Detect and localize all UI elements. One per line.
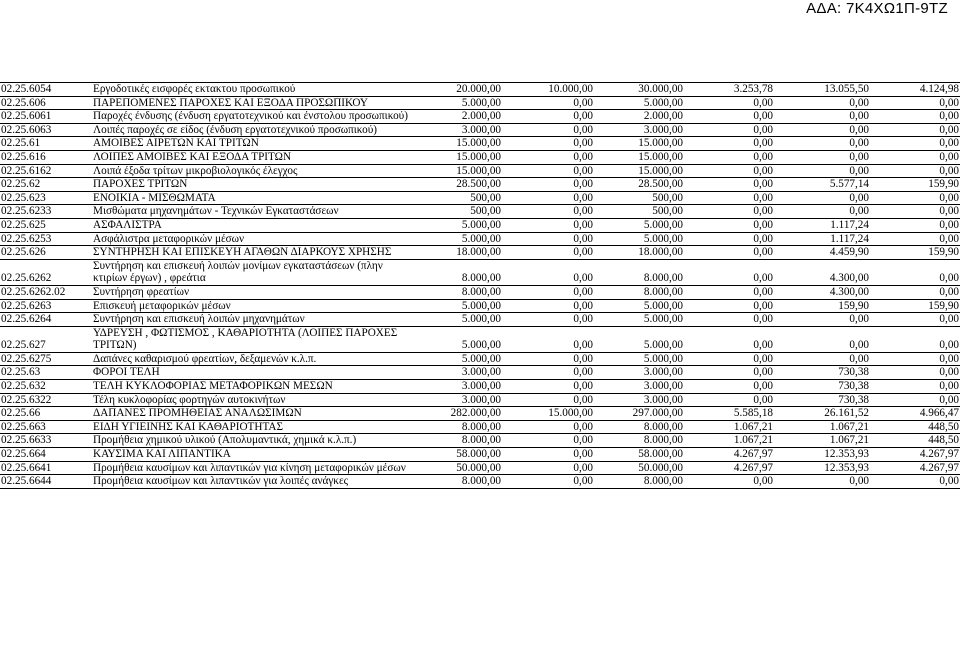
value-col-1: 8.000,00	[410, 434, 502, 448]
value-col-2: 10.000,00	[502, 83, 594, 97]
value-col-6: 0,00	[870, 191, 960, 205]
value-col-5: 0,00	[774, 475, 870, 489]
value-col-2: 0,00	[502, 110, 594, 124]
account-description: ΛΟΙΠΕΣ ΑΜΟΙΒΕΣ ΚΑΙ ΕΞΟΔΑ ΤΡΙΤΩΝ	[92, 150, 410, 164]
value-col-2: 0,00	[502, 164, 594, 178]
account-description: ΣΥΝΤΗΡΗΣΗ ΚΑΙ ΕΠΙΣΚΕΥΗ ΑΓΑΘΩΝ ΔΙΑΡΚΟΥΣ ΧΡΗΣΗΣ	[92, 246, 410, 260]
account-description: ΑΣΦΑΛΙΣΤΡΑ	[92, 218, 410, 232]
value-col-4: 0,00	[684, 150, 774, 164]
table-row	[0, 164, 960, 178]
value-col-6: 0,00	[870, 366, 960, 380]
value-col-5: 1.067,21	[774, 420, 870, 434]
value-col-6: 0,00	[870, 164, 960, 178]
value-col-2: 0,00	[502, 96, 594, 110]
table-row	[0, 150, 960, 164]
value-col-2: 0,00	[502, 178, 594, 192]
account-code: 02.25.61	[0, 137, 92, 151]
value-col-1: 28.500,00	[410, 178, 502, 192]
value-col-5: 0,00	[774, 352, 870, 366]
table-row	[0, 110, 960, 124]
value-col-2: 0,00	[502, 326, 594, 352]
value-col-1: 58.000,00	[410, 448, 502, 462]
account-code: 02.25.616	[0, 150, 92, 164]
value-col-1: 3.000,00	[410, 123, 502, 137]
value-col-3: 8.000,00	[594, 420, 684, 434]
account-code: 02.25.6644	[0, 475, 92, 489]
table-row	[0, 218, 960, 232]
value-col-3: 15.000,00	[594, 164, 684, 178]
value-col-5: 0,00	[774, 96, 870, 110]
value-col-1: 2.000,00	[410, 110, 502, 124]
value-col-4: 0,00	[684, 393, 774, 407]
value-col-3: 3.000,00	[594, 393, 684, 407]
value-col-4: 0,00	[684, 218, 774, 232]
value-col-6: 0,00	[870, 326, 960, 352]
value-col-3: 8.000,00	[594, 475, 684, 489]
table-row	[0, 205, 960, 219]
value-col-2: 0,00	[502, 475, 594, 489]
value-col-1: 50.000,00	[410, 461, 502, 475]
account-description: ΠΑΡΟΧΕΣ ΤΡΙΤΩΝ	[92, 178, 410, 192]
value-col-3: 500,00	[594, 205, 684, 219]
value-col-1: 3.000,00	[410, 380, 502, 394]
value-col-4: 0,00	[684, 137, 774, 151]
account-code: 02.25.606	[0, 96, 92, 110]
value-col-3: 8.000,00	[594, 285, 684, 299]
value-col-2: 0,00	[502, 299, 594, 313]
value-col-2: 0,00	[502, 150, 594, 164]
table-row	[0, 246, 960, 260]
value-col-2: 0,00	[502, 191, 594, 205]
value-col-4: 0,00	[684, 191, 774, 205]
account-code: 02.25.63	[0, 366, 92, 380]
value-col-2: 0,00	[502, 313, 594, 327]
account-code: 02.25.6275	[0, 352, 92, 366]
value-col-5: 4.459,90	[774, 246, 870, 260]
value-col-1: 8.000,00	[410, 259, 502, 285]
value-col-6: 4.124,98	[870, 83, 960, 97]
value-col-5: 730,38	[774, 380, 870, 394]
value-col-4: 3.253,78	[684, 83, 774, 97]
value-col-5: 0,00	[774, 150, 870, 164]
account-description: ΚΑΥΣΙΜΑ ΚΑΙ ΛΙΠΑΝΤΙΚΑ	[92, 448, 410, 462]
value-col-1: 500,00	[410, 205, 502, 219]
value-col-4: 0,00	[684, 299, 774, 313]
value-col-6: 0,00	[870, 96, 960, 110]
value-col-1: 18.000,00	[410, 246, 502, 260]
value-col-3: 3.000,00	[594, 123, 684, 137]
account-code: 02.25.663	[0, 420, 92, 434]
value-col-5: 0,00	[774, 326, 870, 352]
value-col-6: 0,00	[870, 205, 960, 219]
value-col-6: 0,00	[870, 150, 960, 164]
account-code: 02.25.632	[0, 380, 92, 394]
account-code: 02.25.6263	[0, 299, 92, 313]
value-col-4: 0,00	[684, 205, 774, 219]
value-col-4: 0,00	[684, 246, 774, 260]
account-description: ΥΔΡΕΥΣΗ , ΦΩΤΙΣΜΟΣ , ΚΑΘΑΡΙΟΤΗΤΑ (ΛΟΙΠΕΣ ΠΑΡΟΧΕΣ ΤΡΙΤΩΝ)	[92, 326, 410, 352]
value-col-3: 5.000,00	[594, 352, 684, 366]
value-col-6: 0,00	[870, 380, 960, 394]
table-row	[0, 123, 960, 137]
value-col-4: 1.067,21	[684, 434, 774, 448]
value-col-1: 15.000,00	[410, 164, 502, 178]
value-col-5: 730,38	[774, 393, 870, 407]
value-col-6: 4.966,47	[870, 407, 960, 421]
table-row	[0, 366, 960, 380]
value-col-1: 8.000,00	[410, 285, 502, 299]
value-col-2: 0,00	[502, 218, 594, 232]
account-code: 02.25.6253	[0, 232, 92, 246]
value-col-6: 0,00	[870, 313, 960, 327]
account-description: Συντήρηση φρεατίων	[92, 285, 410, 299]
table-row	[0, 285, 960, 299]
value-col-1: 15.000,00	[410, 150, 502, 164]
value-col-2: 0,00	[502, 380, 594, 394]
value-col-6: 0,00	[870, 259, 960, 285]
table-row	[0, 96, 960, 110]
table-row	[0, 352, 960, 366]
account-description: Λοιπές παροχές σε είδος (ένδυση εργατοτεχνικού προσωπικού)	[92, 123, 410, 137]
value-col-1: 3.000,00	[410, 393, 502, 407]
account-description: Παροχές ένδυσης (ένδυση εργατοτεχνικού και ένστολου προσωπικού)	[92, 110, 410, 124]
value-col-2: 0,00	[502, 393, 594, 407]
value-col-3: 5.000,00	[594, 326, 684, 352]
value-col-5: 0,00	[774, 123, 870, 137]
value-col-1: 15.000,00	[410, 137, 502, 151]
value-col-4: 4.267,97	[684, 448, 774, 462]
value-col-5: 0,00	[774, 191, 870, 205]
table-row	[0, 137, 960, 151]
value-col-4: 0,00	[684, 110, 774, 124]
table-row	[0, 259, 960, 285]
value-col-5: 0,00	[774, 110, 870, 124]
value-col-4: 0,00	[684, 164, 774, 178]
value-col-1: 500,00	[410, 191, 502, 205]
value-col-3: 28.500,00	[594, 178, 684, 192]
value-col-1: 5.000,00	[410, 299, 502, 313]
value-col-5: 5.577,14	[774, 178, 870, 192]
table-row	[0, 475, 960, 489]
value-col-4: 0,00	[684, 366, 774, 380]
value-col-5: 0,00	[774, 205, 870, 219]
value-col-1: 8.000,00	[410, 420, 502, 434]
account-description: Εργοδοτικές εισφορές εκτακτου προσωπικού	[92, 83, 410, 97]
account-description: Δαπάνες καθαρισμού φρεατίων, δεξαμενών κ.λ.π.	[92, 352, 410, 366]
value-col-5: 4.300,00	[774, 259, 870, 285]
value-col-3: 5.000,00	[594, 232, 684, 246]
value-col-1: 5.000,00	[410, 218, 502, 232]
value-col-5: 0,00	[774, 164, 870, 178]
value-col-4: 0,00	[684, 313, 774, 327]
value-col-2: 0,00	[502, 232, 594, 246]
account-description: ΤΕΛΗ ΚΥΚΛΟΦΟΡΙΑΣ ΜΕΤΑΦΟΡΙΚΩΝ ΜΕΣΩΝ	[92, 380, 410, 394]
value-col-3: 500,00	[594, 191, 684, 205]
account-code: 02.25.6054	[0, 83, 92, 97]
value-col-1: 5.000,00	[410, 313, 502, 327]
account-code: 02.25.6233	[0, 205, 92, 219]
value-col-2: 0,00	[502, 420, 594, 434]
value-col-6: 0,00	[870, 110, 960, 124]
value-col-2: 0,00	[502, 123, 594, 137]
value-col-1: 5.000,00	[410, 352, 502, 366]
value-col-6: 448,50	[870, 420, 960, 434]
table-row	[0, 299, 960, 313]
value-col-3: 5.000,00	[594, 218, 684, 232]
value-col-4: 0,00	[684, 326, 774, 352]
value-col-3: 8.000,00	[594, 434, 684, 448]
account-description: ΕΝΟΙΚΙΑ - ΜΙΣΘΩΜΑΤΑ	[92, 191, 410, 205]
value-col-4: 0,00	[684, 475, 774, 489]
account-code: 02.25.627	[0, 326, 92, 352]
table-row	[0, 434, 960, 448]
value-col-4: 0,00	[684, 232, 774, 246]
value-col-2: 0,00	[502, 246, 594, 260]
value-col-4: 0,00	[684, 178, 774, 192]
value-col-2: 0,00	[502, 259, 594, 285]
account-description: ΦΟΡΟΙ ΤΕΛΗ	[92, 366, 410, 380]
value-col-4: 1.067,21	[684, 420, 774, 434]
value-col-2: 0,00	[502, 285, 594, 299]
value-col-1: 5.000,00	[410, 326, 502, 352]
account-description: ΠΑΡΕΠΟΜΕΝΕΣ ΠΑΡΟΧΕΣ ΚΑΙ ΕΞΟΔΑ ΠΡΟΣΩΠΙΚΟΥ	[92, 96, 410, 110]
account-description: Μισθώματα μηχανημάτων - Τεχνικών Εγκαταστάσεων	[92, 205, 410, 219]
account-code: 02.25.6264	[0, 313, 92, 327]
value-col-6: 0,00	[870, 137, 960, 151]
value-col-1: 20.000,00	[410, 83, 502, 97]
table-row	[0, 448, 960, 462]
ada-identifier: ΑΔΑ: 7Κ4ΧΩ1Π-9ΤΖ	[806, 0, 948, 17]
value-col-6: 4.267,97	[870, 461, 960, 475]
account-description: Λοιπά έξοδα τρίτων μικροβιολογικός έλεγχος	[92, 164, 410, 178]
value-col-6: 159,90	[870, 178, 960, 192]
table-row	[0, 191, 960, 205]
value-col-5: 1.117,24	[774, 218, 870, 232]
value-col-5: 12.353,93	[774, 448, 870, 462]
value-col-2: 0,00	[502, 461, 594, 475]
value-col-4: 0,00	[684, 285, 774, 299]
value-col-3: 3.000,00	[594, 380, 684, 394]
table-row	[0, 461, 960, 475]
value-col-4: 4.267,97	[684, 461, 774, 475]
account-code: 02.25.6162	[0, 164, 92, 178]
value-col-6: 0,00	[870, 352, 960, 366]
value-col-2: 0,00	[502, 448, 594, 462]
value-col-3: 15.000,00	[594, 137, 684, 151]
value-col-2: 0,00	[502, 352, 594, 366]
value-col-5: 13.055,50	[774, 83, 870, 97]
account-description: Ασφάλιστρα μεταφορικών μέσων	[92, 232, 410, 246]
table-row	[0, 232, 960, 246]
account-description: Προμήθεια καυσίμων και λιπαντικών για λοιπές ανάγκες	[92, 475, 410, 489]
value-col-2: 0,00	[502, 366, 594, 380]
account-description: Προμήθεια καυσίμων και λιπαντικών για κίνηση μεταφορικών μέσων	[92, 461, 410, 475]
account-code: 02.25.6641	[0, 461, 92, 475]
account-description: ΔΑΠΑΝΕΣ ΠΡΟΜΗΘΕΙΑΣ ΑΝΑΛΩΣΙΜΩΝ	[92, 407, 410, 421]
value-col-1: 3.000,00	[410, 366, 502, 380]
table-row	[0, 313, 960, 327]
value-col-1: 5.000,00	[410, 232, 502, 246]
account-code: 02.25.6633	[0, 434, 92, 448]
value-col-4: 0,00	[684, 96, 774, 110]
value-col-5: 730,38	[774, 366, 870, 380]
table-row	[0, 393, 960, 407]
value-col-6: 0,00	[870, 218, 960, 232]
value-col-6: 448,50	[870, 434, 960, 448]
value-col-3: 2.000,00	[594, 110, 684, 124]
budget-table-body	[0, 83, 960, 489]
table-row	[0, 83, 960, 97]
account-code: 02.25.664	[0, 448, 92, 462]
value-col-3: 58.000,00	[594, 448, 684, 462]
account-description: ΕΙΔΗ ΥΓΙΕΙΝΗΣ ΚΑΙ ΚΑΘΑΡΙΟΤΗΤΑΣ	[92, 420, 410, 434]
value-col-5: 1.117,24	[774, 232, 870, 246]
value-col-3: 50.000,00	[594, 461, 684, 475]
value-col-5: 1.067,21	[774, 434, 870, 448]
value-col-2: 0,00	[502, 137, 594, 151]
value-col-2: 0,00	[502, 205, 594, 219]
value-col-6: 159,90	[870, 246, 960, 260]
value-col-4: 0,00	[684, 352, 774, 366]
value-col-6: 0,00	[870, 475, 960, 489]
account-code: 02.25.625	[0, 218, 92, 232]
table-row	[0, 407, 960, 421]
value-col-3: 297.000,00	[594, 407, 684, 421]
value-col-5: 12.353,93	[774, 461, 870, 475]
value-col-3: 5.000,00	[594, 299, 684, 313]
account-description: Τέλη κυκλοφορίας φορτηγών αυτοκινήτων	[92, 393, 410, 407]
account-description: Επισκευή μεταφορικών μέσων	[92, 299, 410, 313]
value-col-3: 8.000,00	[594, 259, 684, 285]
value-col-3: 5.000,00	[594, 96, 684, 110]
budget-table	[0, 82, 960, 489]
table-row	[0, 420, 960, 434]
value-col-6: 159,90	[870, 299, 960, 313]
table-row	[0, 326, 960, 352]
account-code: 02.25.623	[0, 191, 92, 205]
value-col-6: 0,00	[870, 232, 960, 246]
value-col-3: 15.000,00	[594, 150, 684, 164]
value-col-6: 0,00	[870, 393, 960, 407]
account-code: 02.25.62	[0, 178, 92, 192]
account-code: 02.25.66	[0, 407, 92, 421]
account-code: 02.25.6262.02	[0, 285, 92, 299]
account-description: Συντήρηση και επισκευή λοιπών μηχανημάτων	[92, 313, 410, 327]
value-col-4: 0,00	[684, 259, 774, 285]
account-code: 02.25.6322	[0, 393, 92, 407]
value-col-6: 0,00	[870, 285, 960, 299]
value-col-6: 0,00	[870, 123, 960, 137]
value-col-5: 26.161,52	[774, 407, 870, 421]
value-col-2: 0,00	[502, 434, 594, 448]
account-code: 02.25.626	[0, 246, 92, 260]
value-col-5: 0,00	[774, 313, 870, 327]
value-col-2: 15.000,00	[502, 407, 594, 421]
value-col-3: 18.000,00	[594, 246, 684, 260]
value-col-5: 4.300,00	[774, 285, 870, 299]
value-col-1: 282.000,00	[410, 407, 502, 421]
account-description: Προμήθεια χημικού υλικού (Απολυμαντικά, χημικά κ.λ.π.)	[92, 434, 410, 448]
table-row	[0, 178, 960, 192]
value-col-4: 0,00	[684, 123, 774, 137]
table-row	[0, 380, 960, 394]
value-col-5: 0,00	[774, 137, 870, 151]
account-code: 02.25.6063	[0, 123, 92, 137]
value-col-3: 3.000,00	[594, 366, 684, 380]
value-col-4: 5.585,18	[684, 407, 774, 421]
account-description: Συντήρηση και επισκευή λοιπών μονίμων εγκαταστάσεων (πλην κτιρίων έργων) , φρεάτια	[92, 259, 410, 285]
account-code: 02.25.6262	[0, 259, 92, 285]
account-code: 02.25.6061	[0, 110, 92, 124]
value-col-6: 4.267,97	[870, 448, 960, 462]
value-col-1: 8.000,00	[410, 475, 502, 489]
value-col-1: 5.000,00	[410, 96, 502, 110]
value-col-4: 0,00	[684, 380, 774, 394]
value-col-3: 5.000,00	[594, 313, 684, 327]
value-col-5: 159,90	[774, 299, 870, 313]
account-description: ΑΜΟΙΒΕΣ ΑΙΡΕΤΩΝ ΚΑΙ ΤΡΙΤΩΝ	[92, 137, 410, 151]
value-col-3: 30.000,00	[594, 83, 684, 97]
